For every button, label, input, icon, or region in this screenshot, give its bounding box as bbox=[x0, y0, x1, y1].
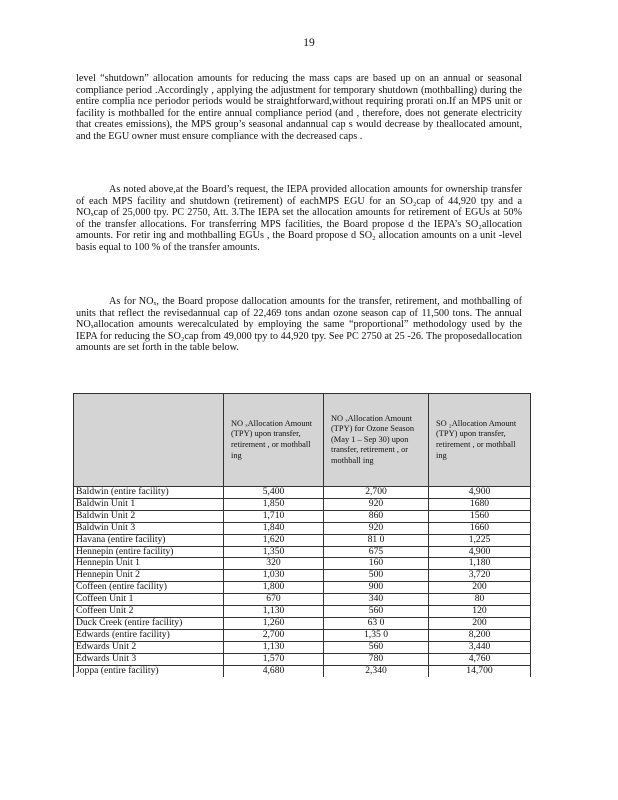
cell-unit-name: Havana (entire facility) bbox=[74, 534, 224, 546]
cell-nox-ozone: 81 0 bbox=[324, 534, 429, 546]
cell-nox-ozone: 900 bbox=[324, 582, 429, 594]
cell-nox-annual: 1,260 bbox=[224, 617, 324, 629]
cell-nox-annual: 2,700 bbox=[224, 629, 324, 641]
header-unit bbox=[74, 394, 224, 487]
cell-so2: 120 bbox=[429, 606, 531, 618]
table-header-row bbox=[74, 394, 531, 487]
table-row bbox=[74, 546, 531, 558]
cell-so2: 4,760 bbox=[429, 653, 531, 665]
cell-nox-ozone: 2,700 bbox=[324, 487, 429, 499]
cell-so2: 4,900 bbox=[429, 487, 531, 499]
cell-unit-name: Baldwin Unit 1 bbox=[74, 498, 224, 510]
cell-unit-name: Coffeen Unit 2 bbox=[74, 606, 224, 618]
paragraph-shutdown-allocation: level “shutdown” allocation amounts for reducing the mass caps are based up on an annual or seasonal compliance period .Accordingly , applying the adjustment for temporary shutdown (mothballing) during the entire complia nce periodor periods would be straightforward,without requiring prorati on.If an MPS unit or facility is mothballed for the entire annual compliance period (and , therefore, does not generate electricity that creates emissions), the MPS group’s seasonal andannual cap s would decrease by theallocated amount, and the EGU owner must ensure compliance with the decreased caps . bbox=[76, 73, 522, 142]
cell-unit-name: Coffeen Unit 1 bbox=[74, 594, 224, 606]
cell-so2: 200 bbox=[429, 617, 531, 629]
cell-nox-ozone: 920 bbox=[324, 498, 429, 510]
table-row bbox=[74, 570, 531, 582]
cell-so2: 4,900 bbox=[429, 546, 531, 558]
cell-so2: 8,200 bbox=[429, 629, 531, 641]
cell-nox-ozone: 860 bbox=[324, 510, 429, 522]
table-body bbox=[74, 487, 531, 677]
cell-nox-annual: 320 bbox=[224, 558, 324, 570]
cell-unit-name: Hennepin (entire facility) bbox=[74, 546, 224, 558]
header-nox-ozone-text: NO ₓAllocation Amount (TPY) for Ozone Season (May 1 – Sep 30) upon transfer, retirement , or mothball ing bbox=[331, 413, 415, 465]
table-row bbox=[74, 653, 531, 665]
cell-nox-ozone: 2,340 bbox=[324, 665, 429, 676]
table-row bbox=[74, 629, 531, 641]
cell-nox-annual: 1,620 bbox=[224, 534, 324, 546]
cell-unit-name: Baldwin Unit 3 bbox=[74, 522, 224, 534]
paragraph-nox-allocation: As for NOₓ, the Board propose dallocation amounts for the transfer, retirement, and mothballing of units that reflect the revisedannual cap of 22,469 tons andan ozone season cap of 11,500 tons. The annual NOₓallocation amounts werecalculated by employing the same “proportional” methodology used by the IEPA for reducing the SO₂cap from 49,000 tpy to 44,920 tpy. See PC 2750 at 25 -26. The proposedallocation amounts are set forth in the table below. bbox=[76, 296, 522, 354]
table-row bbox=[74, 641, 531, 653]
table-row bbox=[74, 617, 531, 629]
header-so2-text: SO ₂Allocation Amount (TPY) upon transfer, retirement , or mothball ing bbox=[436, 418, 517, 460]
cell-nox-ozone: 780 bbox=[324, 653, 429, 665]
cell-nox-ozone: 500 bbox=[324, 570, 429, 582]
cell-unit-name: Edwards (entire facility) bbox=[74, 629, 224, 641]
cell-unit-name: Coffeen (entire facility) bbox=[74, 582, 224, 594]
cell-so2: 1660 bbox=[429, 522, 531, 534]
cell-nox-ozone: 63 0 bbox=[324, 617, 429, 629]
page-number: 19 bbox=[303, 37, 315, 49]
cell-so2: 1,225 bbox=[429, 534, 531, 546]
cell-nox-ozone: 560 bbox=[324, 641, 429, 653]
cell-unit-name: Joppa (entire facility) bbox=[74, 665, 224, 676]
cell-nox-annual: 1,710 bbox=[224, 510, 324, 522]
allocation-table bbox=[73, 393, 531, 677]
cell-nox-ozone: 675 bbox=[324, 546, 429, 558]
cell-unit-name: Baldwin Unit 2 bbox=[74, 510, 224, 522]
header-nox-annual bbox=[224, 394, 324, 487]
cell-so2: 1560 bbox=[429, 510, 531, 522]
header-nox-annual-text: NO ₓAllocation Amount (TPY) upon transfer, retirement , or mothball ing bbox=[231, 418, 313, 460]
table-row bbox=[74, 606, 531, 618]
cell-nox-annual: 4,680 bbox=[224, 665, 324, 676]
table-row bbox=[74, 582, 531, 594]
cell-unit-name: Edwards Unit 2 bbox=[74, 641, 224, 653]
cell-nox-annual: 1,030 bbox=[224, 570, 324, 582]
cell-nox-annual: 1,840 bbox=[224, 522, 324, 534]
cell-nox-annual: 1,350 bbox=[224, 546, 324, 558]
cell-nox-annual: 1,800 bbox=[224, 582, 324, 594]
cell-unit-name: Hennepin Unit 1 bbox=[74, 558, 224, 570]
cell-so2: 14,700 bbox=[429, 665, 531, 676]
cell-unit-name: Edwards Unit 3 bbox=[74, 653, 224, 665]
cell-so2: 1,180 bbox=[429, 558, 531, 570]
table-row bbox=[74, 665, 531, 676]
paragraph-iepa-allocation: As noted above,at the Board’s request, the IEPA provided allocation amounts for ownership transfer of each MPS facility and shutdown (retirement) of eachMPS EGU for an SO₂cap of 44,920 tpy and a NOₓcap of 25,000 tpy. PC 2750, Att. 3.The IEPA set the allocation amounts for retirement of EGUs at 50% of the transfer allocations. For transferring MPS facilities, the Board propose d the IEPA’s SO₂allocation amounts. For retir ing and mothballing EGUs , the Board propose d SO₂ allocation amounts on a unit -level basis equal to 100 % of the transfer amounts. bbox=[76, 184, 522, 253]
cell-nox-ozone: 1,35 0 bbox=[324, 629, 429, 641]
cell-so2: 3,440 bbox=[429, 641, 531, 653]
cell-nox-annual: 1,850 bbox=[224, 498, 324, 510]
cell-so2: 80 bbox=[429, 594, 531, 606]
cell-so2: 3,720 bbox=[429, 570, 531, 582]
header-so2 bbox=[429, 394, 531, 487]
table-row bbox=[74, 498, 531, 510]
table-row bbox=[74, 534, 531, 546]
table-row bbox=[74, 558, 531, 570]
cell-nox-ozone: 160 bbox=[324, 558, 429, 570]
table-row bbox=[74, 522, 531, 534]
cell-nox-annual: 5,400 bbox=[224, 487, 324, 499]
cell-nox-annual: 1,130 bbox=[224, 641, 324, 653]
table-row bbox=[74, 594, 531, 606]
header-nox-ozone bbox=[324, 394, 429, 487]
cell-nox-annual: 670 bbox=[224, 594, 324, 606]
cell-unit-name: Duck Creek (entire facility) bbox=[74, 617, 224, 629]
cell-so2: 1680 bbox=[429, 498, 531, 510]
cell-nox-ozone: 340 bbox=[324, 594, 429, 606]
cell-so2: 200 bbox=[429, 582, 531, 594]
cell-nox-ozone: 560 bbox=[324, 606, 429, 618]
cell-unit-name: Hennepin Unit 2 bbox=[74, 570, 224, 582]
table-row bbox=[74, 510, 531, 522]
cell-nox-annual: 1,130 bbox=[224, 606, 324, 618]
cell-unit-name: Baldwin (entire facility) bbox=[74, 487, 224, 499]
cell-nox-annual: 1,570 bbox=[224, 653, 324, 665]
table-row bbox=[74, 487, 531, 499]
cell-nox-ozone: 920 bbox=[324, 522, 429, 534]
